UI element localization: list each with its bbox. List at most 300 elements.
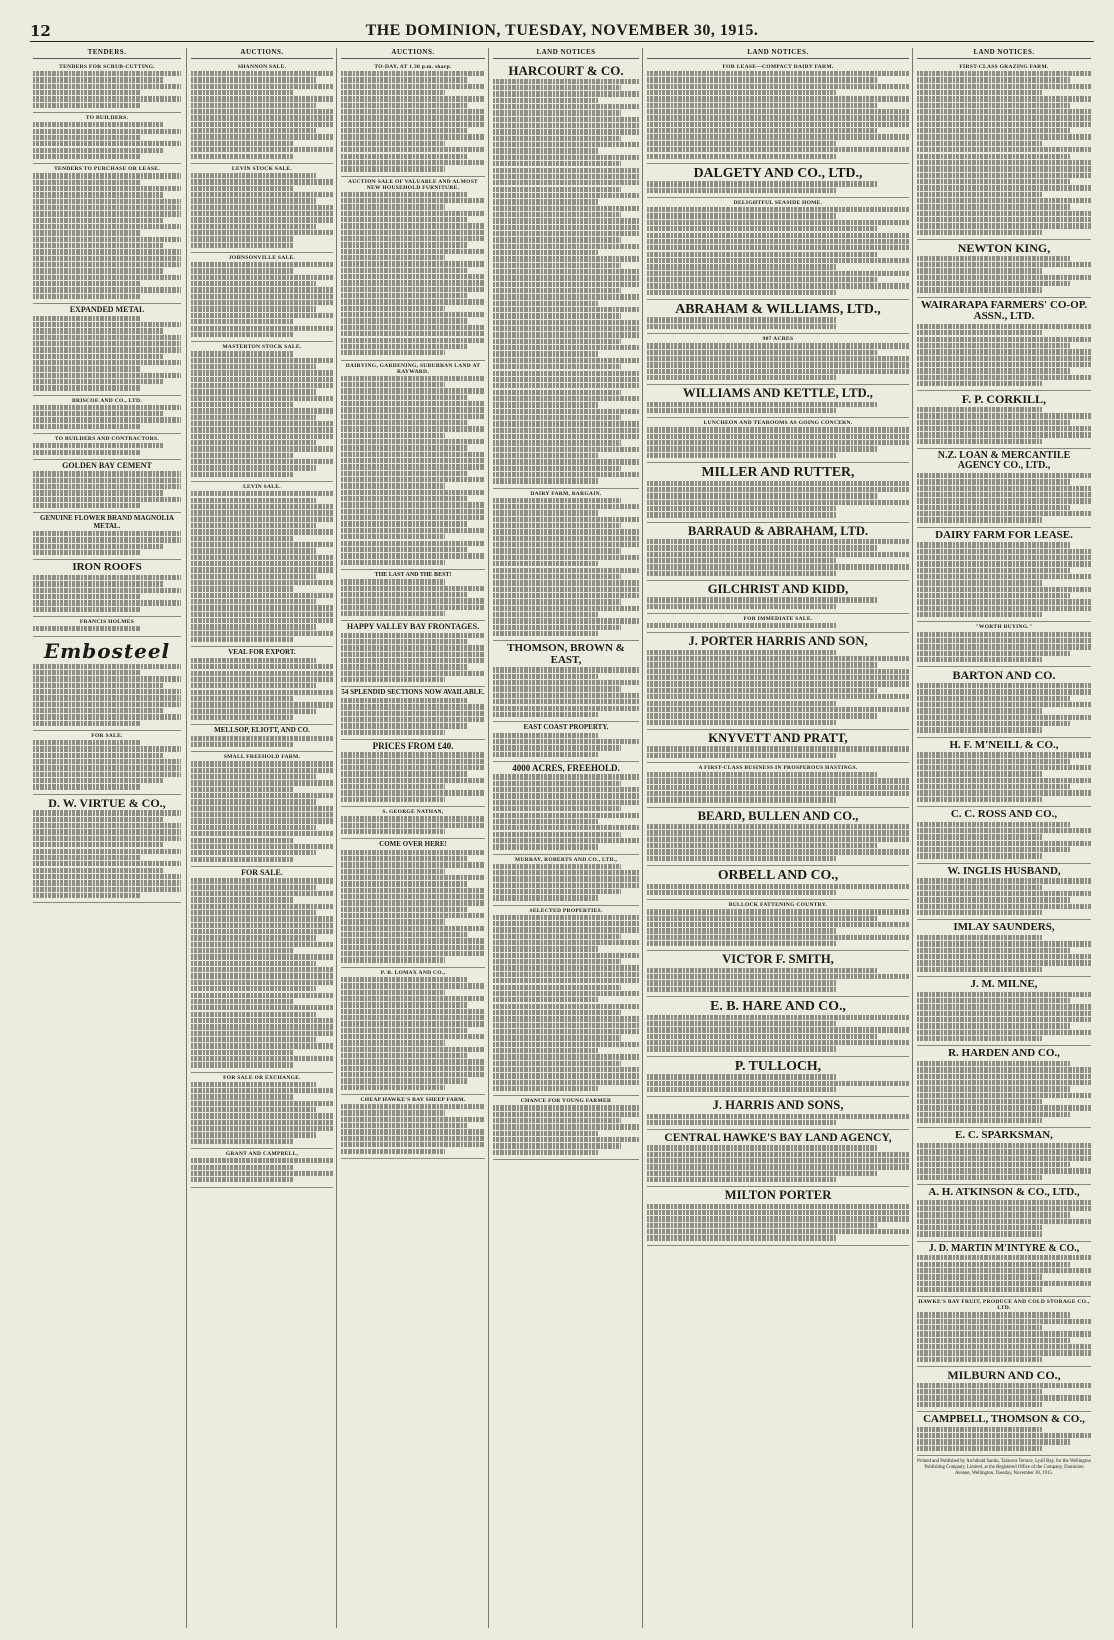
text-line xyxy=(341,945,485,950)
text-line xyxy=(191,1037,316,1042)
text-line xyxy=(33,405,181,410)
text-line xyxy=(191,364,316,369)
text-line xyxy=(191,84,333,89)
text-line xyxy=(341,122,485,127)
advertisement xyxy=(917,977,1091,1046)
text-line xyxy=(341,134,485,139)
text-line xyxy=(341,671,485,676)
text-line xyxy=(191,1101,333,1106)
text-line xyxy=(917,439,1042,444)
text-line xyxy=(917,337,1091,342)
text-line xyxy=(493,927,639,932)
text-line xyxy=(493,838,639,843)
ad-display-name: MILTON PORTER xyxy=(724,1188,832,1203)
text-line xyxy=(647,481,909,486)
text-line xyxy=(191,268,293,273)
text-line xyxy=(917,998,1070,1003)
text-line xyxy=(647,1177,836,1182)
text-line xyxy=(917,1389,1042,1394)
text-line xyxy=(493,250,598,255)
text-line xyxy=(917,362,1091,367)
text-line xyxy=(341,306,445,311)
text-line xyxy=(647,1046,836,1051)
text-line xyxy=(493,504,639,509)
text-line xyxy=(493,402,598,407)
ad-display-name: D. W. VIRTUE & CO., xyxy=(48,795,166,810)
text-line xyxy=(493,269,639,274)
text-line xyxy=(493,706,639,711)
text-line xyxy=(33,765,181,770)
text-line xyxy=(341,249,485,254)
ad-display-name: ABRAHAM & WILLIAMS, LTD., xyxy=(675,300,881,316)
text-line xyxy=(191,658,316,663)
text-line xyxy=(341,1117,485,1122)
text-line xyxy=(191,780,333,785)
text-line xyxy=(341,816,485,821)
advertisement xyxy=(493,641,639,722)
text-line xyxy=(341,765,485,770)
advertisement xyxy=(33,113,181,164)
text-line xyxy=(341,888,485,893)
advertisement xyxy=(191,1073,333,1149)
text-line xyxy=(647,597,878,602)
text-line xyxy=(341,325,485,330)
text-line xyxy=(647,669,909,674)
advertisement xyxy=(647,198,909,300)
text-line xyxy=(493,371,639,376)
text-line xyxy=(191,812,333,817)
text-line xyxy=(493,752,598,757)
text-line xyxy=(493,104,639,109)
text-line xyxy=(917,479,1070,484)
ad-heading: FOR SALE. xyxy=(91,733,123,739)
text-line xyxy=(917,505,1070,510)
text-line xyxy=(191,768,333,773)
text-line xyxy=(493,517,639,522)
text-line xyxy=(917,330,1042,335)
text-line xyxy=(191,948,293,953)
text-line xyxy=(647,843,878,848)
text-line xyxy=(191,555,333,560)
ad-heading: JOHNSONVILLE SALE. xyxy=(228,255,296,262)
advertisement xyxy=(33,795,181,903)
text-line xyxy=(493,800,639,805)
text-line xyxy=(33,849,181,854)
advertisement xyxy=(917,1128,1091,1185)
text-line xyxy=(191,825,316,830)
text-line xyxy=(191,736,333,741)
text-line xyxy=(191,1113,333,1118)
text-line xyxy=(647,493,878,498)
text-line xyxy=(341,1129,485,1134)
text-line xyxy=(647,213,836,218)
text-line xyxy=(493,806,621,811)
text-line xyxy=(917,555,1091,560)
text-line xyxy=(191,677,333,682)
text-line xyxy=(341,823,485,828)
text-line xyxy=(33,103,140,108)
advertisement xyxy=(191,62,333,164)
advertisement xyxy=(493,62,639,489)
advertisement xyxy=(647,418,909,463)
text-line xyxy=(493,294,639,299)
text-line xyxy=(191,128,316,133)
ad-heading: SELECTED PROPERTIES. xyxy=(529,907,603,914)
text-line xyxy=(33,497,181,502)
text-line xyxy=(33,861,181,866)
ad-heading: "WORTH BUYING." xyxy=(975,624,1033,631)
text-line xyxy=(191,134,333,139)
text-line xyxy=(917,217,1091,222)
ad-heading: FOR SALE OR EXCHANGE. xyxy=(223,1074,301,1081)
advertisement xyxy=(647,164,909,198)
text-line xyxy=(493,813,639,818)
text-line xyxy=(647,283,909,288)
text-line xyxy=(493,1124,639,1129)
text-line xyxy=(191,831,333,836)
text-line xyxy=(493,155,639,160)
text-line xyxy=(647,1235,836,1240)
text-line xyxy=(191,491,333,496)
advertisement xyxy=(647,808,909,866)
text-line xyxy=(191,612,333,617)
text-line xyxy=(917,492,1091,497)
text-line xyxy=(493,699,639,704)
text-line xyxy=(917,683,1091,688)
text-line xyxy=(493,282,639,287)
text-line xyxy=(647,245,909,250)
text-line xyxy=(917,324,1091,329)
text-line xyxy=(341,211,485,216)
text-line xyxy=(341,900,485,905)
text-line xyxy=(191,319,293,324)
text-line xyxy=(33,341,181,346)
column-rule xyxy=(912,48,913,1628)
text-line xyxy=(917,1219,1091,1224)
text-line xyxy=(341,1110,445,1115)
text-line xyxy=(917,498,1091,503)
text-line xyxy=(191,472,293,477)
text-line xyxy=(917,721,1070,726)
text-line xyxy=(191,761,333,766)
text-line xyxy=(341,541,485,546)
text-line xyxy=(191,1132,316,1137)
text-line xyxy=(191,536,293,541)
text-line xyxy=(647,453,836,458)
advertisement xyxy=(341,62,485,177)
text-line xyxy=(191,122,333,127)
text-line xyxy=(33,218,163,223)
text-line xyxy=(493,915,639,920)
text-line xyxy=(191,1177,293,1182)
text-line xyxy=(917,486,1091,491)
text-line xyxy=(191,529,333,534)
text-line xyxy=(341,926,485,931)
text-line xyxy=(33,759,181,764)
columns-area xyxy=(30,48,1094,1628)
advertisement xyxy=(33,513,181,560)
text-line xyxy=(917,574,1091,579)
text-line xyxy=(917,632,1091,637)
text-line xyxy=(493,440,621,445)
text-line xyxy=(493,631,598,636)
text-line xyxy=(917,368,1070,373)
text-line xyxy=(341,759,485,764)
text-line xyxy=(341,490,485,495)
text-line xyxy=(191,618,333,623)
text-line xyxy=(647,778,909,783)
text-line xyxy=(341,426,485,431)
text-line xyxy=(493,358,639,363)
text-line xyxy=(33,243,163,248)
text-line xyxy=(33,135,140,140)
text-line xyxy=(33,360,181,365)
text-line xyxy=(191,287,333,292)
text-line xyxy=(493,991,639,996)
text-line xyxy=(191,281,316,286)
text-line xyxy=(917,967,1042,972)
text-line xyxy=(191,211,333,216)
text-line xyxy=(341,166,445,171)
text-line xyxy=(33,354,163,359)
text-line xyxy=(341,331,485,336)
text-line xyxy=(493,953,639,958)
text-line xyxy=(33,893,140,898)
text-line xyxy=(33,581,163,586)
text-line xyxy=(341,605,485,610)
text-line xyxy=(493,428,639,433)
text-line xyxy=(647,837,909,842)
text-line xyxy=(493,1118,621,1123)
text-line xyxy=(191,173,316,178)
text-line xyxy=(647,558,836,563)
text-line xyxy=(341,299,485,304)
text-line xyxy=(647,571,836,576)
ad-display-name: J. D. MARTIN M'INTYRE & CO., xyxy=(928,1242,1080,1254)
text-line xyxy=(647,922,909,927)
advertisement xyxy=(917,622,1091,667)
ad-heading: GRANT AND CAMPBELL, xyxy=(225,1151,299,1158)
text-line xyxy=(917,1162,1070,1167)
text-line xyxy=(917,1074,1091,1079)
advertisement xyxy=(33,304,181,396)
text-line xyxy=(33,478,181,483)
advertisement xyxy=(647,997,909,1057)
text-line xyxy=(341,439,485,444)
text-line xyxy=(493,693,639,698)
ad-display-name: FOR SALE. xyxy=(241,867,283,877)
text-line xyxy=(341,471,468,476)
text-line xyxy=(341,401,485,406)
text-line xyxy=(647,1120,836,1125)
advertisement xyxy=(493,855,639,906)
text-line xyxy=(191,580,333,585)
text-line xyxy=(493,793,639,798)
advertisement xyxy=(191,867,333,1073)
text-line xyxy=(647,350,878,355)
ad-display-name: MILBURN AND CO., xyxy=(947,1368,1061,1383)
text-line xyxy=(493,478,598,483)
text-line xyxy=(341,242,468,247)
text-line xyxy=(917,841,1091,846)
text-line xyxy=(33,772,181,777)
text-line xyxy=(493,1004,639,1009)
text-line xyxy=(493,1023,639,1028)
text-line xyxy=(917,256,1070,261)
text-line xyxy=(917,1350,1091,1355)
text-line xyxy=(191,1018,333,1023)
text-line xyxy=(493,193,639,198)
advertisement xyxy=(33,62,181,113)
text-line xyxy=(647,375,836,380)
masthead xyxy=(30,22,1094,42)
text-line xyxy=(341,376,485,381)
text-line xyxy=(493,548,621,553)
text-line xyxy=(647,252,878,257)
advertisement xyxy=(647,763,909,808)
text-line xyxy=(33,129,181,134)
text-line xyxy=(647,134,909,139)
text-line xyxy=(647,271,909,276)
text-line xyxy=(917,644,1091,649)
text-line xyxy=(33,224,181,229)
text-line xyxy=(647,1087,836,1092)
advertisement xyxy=(191,164,333,253)
text-line xyxy=(191,742,293,747)
text-line xyxy=(33,154,140,159)
text-line xyxy=(33,817,163,822)
text-line xyxy=(191,1107,316,1112)
text-line xyxy=(917,103,1070,108)
text-line xyxy=(647,84,909,89)
advertisement xyxy=(341,839,485,968)
ad-heading: FOR IMMEDIATE SALE. xyxy=(743,616,813,623)
text-line xyxy=(493,364,621,369)
text-line xyxy=(493,536,639,541)
text-line xyxy=(917,904,1091,909)
advertisement xyxy=(341,361,485,570)
text-line xyxy=(917,885,1042,890)
text-line xyxy=(191,103,316,108)
text-line xyxy=(493,593,639,598)
text-line xyxy=(341,452,485,457)
text-line xyxy=(341,1142,485,1147)
text-line xyxy=(917,1255,1091,1260)
text-line xyxy=(341,382,445,387)
text-line xyxy=(917,1004,1091,1009)
text-line xyxy=(917,154,1070,159)
text-line xyxy=(33,544,163,549)
text-line xyxy=(917,1225,1042,1230)
text-line xyxy=(33,676,181,681)
text-line xyxy=(917,910,1042,915)
text-line xyxy=(493,231,639,236)
advertisement xyxy=(341,621,485,687)
text-line xyxy=(341,862,485,867)
text-line xyxy=(917,128,1070,133)
text-line xyxy=(341,160,485,165)
text-line xyxy=(493,466,621,471)
text-line xyxy=(493,123,639,128)
text-line xyxy=(647,402,878,407)
ad-display-name: THE LAST AND THE BEST! xyxy=(374,571,452,578)
text-line xyxy=(341,1149,445,1154)
text-line xyxy=(341,1053,468,1058)
text-line xyxy=(493,774,639,779)
text-line xyxy=(917,356,1091,361)
text-line xyxy=(917,1427,1042,1432)
text-line xyxy=(917,1433,1091,1438)
text-line xyxy=(917,275,1091,280)
text-line xyxy=(341,996,485,1001)
ad-display-name: W. INGLIS HUSBAND, xyxy=(947,864,1061,877)
text-line xyxy=(341,477,485,482)
text-line xyxy=(917,204,1070,209)
text-line xyxy=(33,740,140,745)
text-line xyxy=(917,765,1091,770)
ad-display-name: GENUINE FLOWER BRAND MAGNOLIA METAL. xyxy=(40,514,174,530)
text-line xyxy=(191,147,333,152)
text-line xyxy=(191,236,293,241)
text-line xyxy=(647,675,909,680)
text-line xyxy=(493,978,639,983)
text-line xyxy=(917,593,1070,598)
text-line xyxy=(341,704,485,709)
text-line xyxy=(493,625,621,630)
ad-display-name: VEAL FOR EXPORT. xyxy=(228,648,296,657)
text-line xyxy=(917,1093,1091,1098)
text-line xyxy=(341,598,485,603)
text-line xyxy=(917,192,1042,197)
text-line xyxy=(191,71,333,76)
text-line xyxy=(341,77,468,82)
text-line xyxy=(191,262,333,267)
text-line xyxy=(493,409,639,414)
text-line xyxy=(647,181,878,186)
text-line xyxy=(341,388,485,393)
text-line xyxy=(341,907,468,912)
text-line xyxy=(493,587,639,592)
text-line xyxy=(33,708,163,713)
text-line xyxy=(191,1050,293,1055)
ad-display-name: WILLIAMS AND KETTLE, LTD., xyxy=(683,386,873,401)
text-line xyxy=(341,658,485,663)
advertisement xyxy=(341,968,485,1095)
text-line xyxy=(191,891,333,896)
text-line xyxy=(33,141,181,146)
text-line xyxy=(917,657,1042,662)
column-5 xyxy=(644,48,912,1628)
text-line xyxy=(191,326,333,331)
text-line xyxy=(493,876,639,881)
text-line xyxy=(493,1131,598,1136)
text-line xyxy=(917,1030,1091,1035)
text-line xyxy=(341,645,485,650)
advertisement xyxy=(341,1095,485,1159)
text-line xyxy=(191,1165,293,1170)
text-line xyxy=(341,875,485,880)
text-line xyxy=(341,204,445,209)
text-line xyxy=(493,85,621,90)
text-line xyxy=(493,301,598,306)
text-line xyxy=(917,432,1091,437)
text-line xyxy=(917,1200,1091,1205)
text-line xyxy=(341,990,445,995)
text-line xyxy=(191,542,333,547)
text-line xyxy=(917,420,1070,425)
text-line xyxy=(647,564,909,569)
ad-display-name: DALGETY AND CO., LTD., xyxy=(693,164,863,180)
